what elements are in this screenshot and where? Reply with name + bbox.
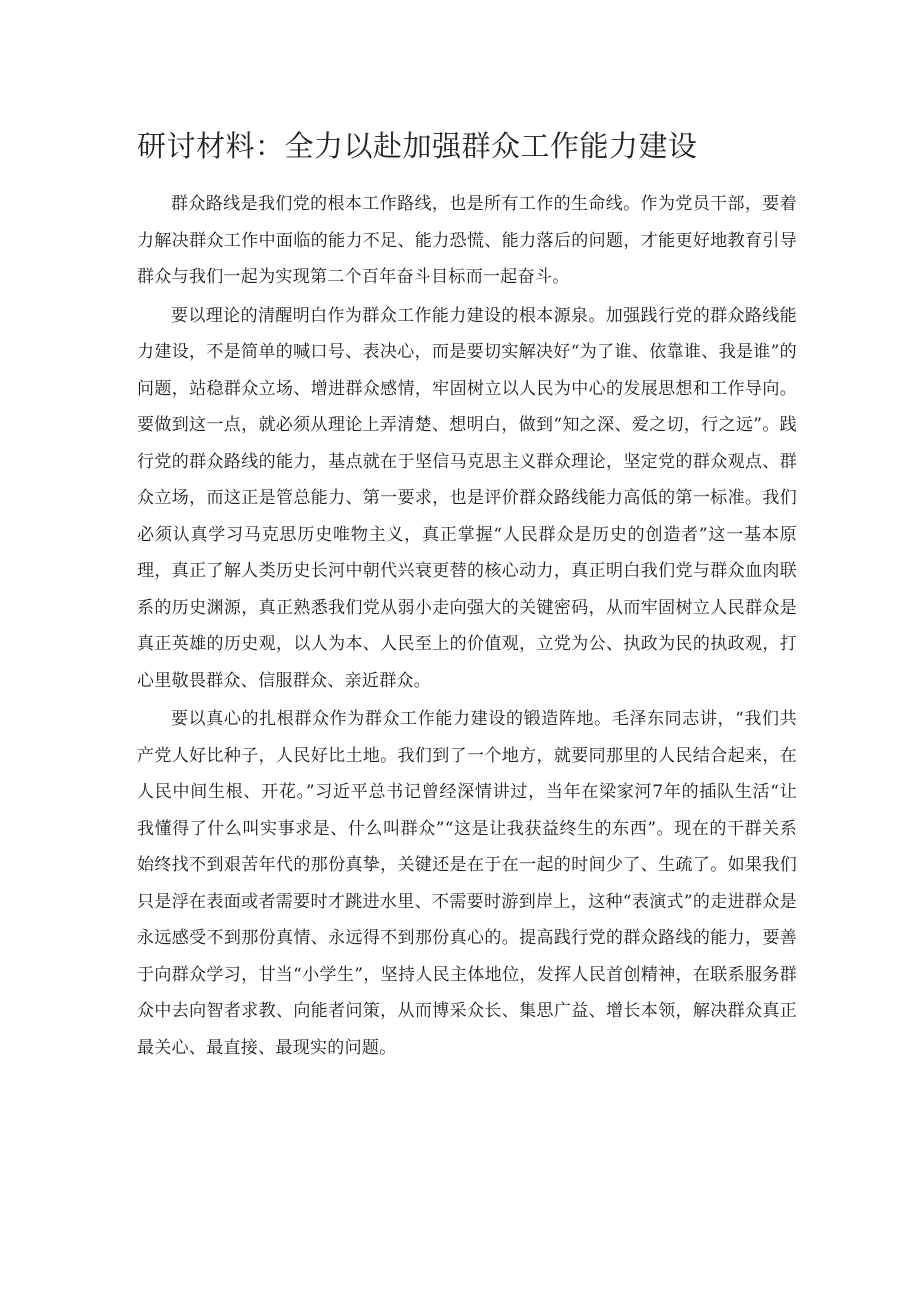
document-title: 研讨材料：全力以赴加强群众工作能力建设	[137, 129, 698, 163]
paragraph-theory: 要以理论的清醒明白作为群众工作能力建设的根本源泉。加强践行党的群众路线能力建设，不是简单的喊口号、表决心，而是要切实解决好“为了谁、依靠谁、我是谁”的问题，站稳群众立场、增进群众感情，牢固树立以人民为中心的发展思想和工作导向。要做到这一点，就必须从理论上弄清楚、想明白，做到“知之深、爱之切，行之远”。践行党的群众路线的能力，基点就在于坚信马克思主义群众理论，坚定党的群众观点、群众立场，而这正是管总能力、第一要求，也是评价群众路线能力高低的第一标准。我们必须认真学习马克思历史唯物主义，真正掌握“人民群众是历史的创造者”这一基本原理，真正了解人类历史长河中朝代兴衰更替的核心动力，真正明白我们党与群众血肉联系的历史渊源，真正熟悉我们党从弱小走向强大的关键密码，从而牢固树立人民群众是真正英雄的历史观，以人为本、人民至上的价值观，立党为公、执政为民的执政观，打心里敬畏群众、信服群众、亲近群众。	[137, 305, 797, 691]
document-body	[137, 186, 797, 1068]
paragraph-rooting: 要以真心的扎根群众作为群众工作能力建设的锻造阵地。毛泽东同志讲，“我们共产党人好比种子，人民好比土地。我们到了一个地方，就要同那里的人民结合起来，在人民中间生根、开花。”习近平总书记曾经深情讲过，当年在梁家河7年的插队生活“让我懂得了什么叫实事求是、什么叫群众”“这是让我获益终生的东西”。现在的干群关系始终找不到艰苦年代的那份真挚，关键还是在于在一起的时间少了、生疏了。如果我们只是浮在表面或者需要时才跳进水里、不需要时游到岸上，这种“表演式”的走进群众是永远感受不到那份真情、永远得不到那份真心的。提高践行党的群众路线的能力，要善于向群众学习，甘当“小学生”，坚持人民主体地位，发挥人民首创精神，在联系服务群众中去向智者求教、向能者问策，从而博采众长、集思广益、增长本领，解决群众真正最关心、最直接、最现实的问题。	[137, 709, 797, 1058]
paragraph-intro: 群众路线是我们党的根本工作路线，也是所有工作的生命线。作为党员干部，要着力解决群众工作中面临的能力不足、能力恐慌、能力落后的问题，才能更好地教育引导群众与我们一起为实现第二个百年奋斗目标而一起奋斗。	[137, 194, 797, 287]
